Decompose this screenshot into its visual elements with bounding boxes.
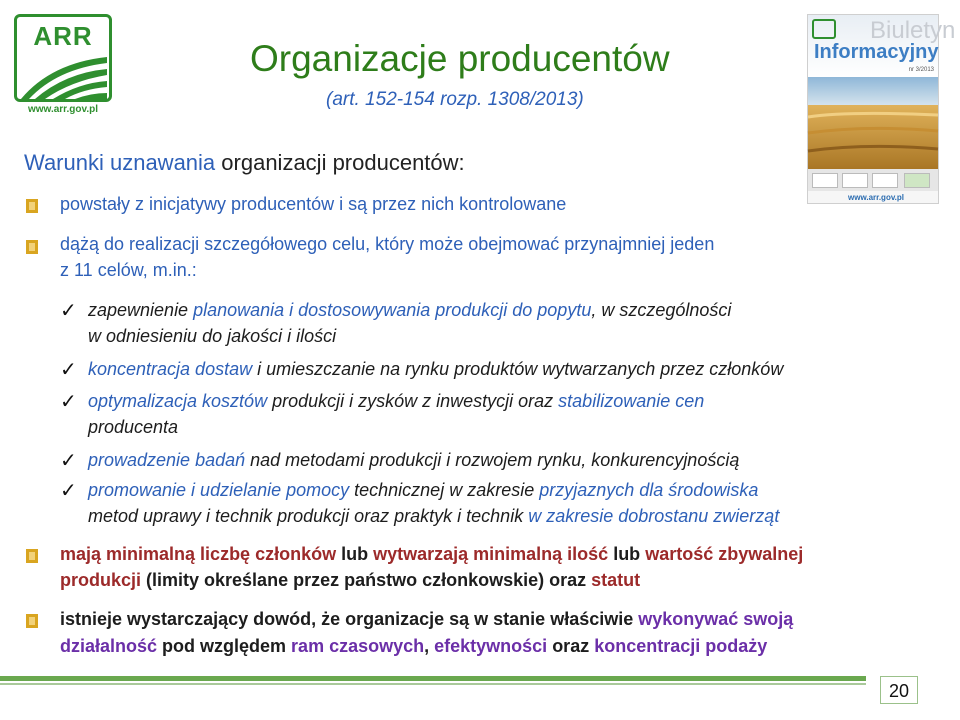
section-heading [24, 150, 465, 176]
bullet-square-icon [26, 199, 38, 213]
footer-rule [0, 676, 866, 681]
goal-5-line-1 [88, 480, 758, 501]
bulletin-header [808, 15, 956, 77]
highlight-text: ram czasowych [291, 636, 425, 656]
wheat-field-photo [808, 77, 938, 169]
heading-rest: organizacji producentów: [215, 150, 465, 175]
thumbnail [872, 173, 898, 188]
goal-4 [88, 450, 739, 471]
plain-text: istnieje wystarczający dowód, że organizacje są w stanie właściwie [60, 609, 639, 629]
highlight-text: działalność [60, 636, 158, 656]
highlight-text: wykonywać swoją [638, 609, 794, 629]
bullet-2-line-1: dążą do realizacji szczegółowego celu, który może obejmować przynajmniej jeden [60, 234, 715, 254]
goal-text: zapewnienie [88, 300, 194, 320]
fields-icon [21, 53, 107, 99]
highlight-text: koncentracji podaży [594, 636, 768, 656]
highlight-text: efektywności [434, 636, 548, 656]
plain-text: lub [336, 544, 374, 564]
goal-highlight: koncentracja dostaw [88, 359, 253, 379]
goal-text: technicznej w zakresie [349, 480, 540, 500]
highlight-text: wytwarzają minimalną ilość [373, 544, 609, 564]
plain-text: oraz [547, 636, 595, 656]
goal-3-line-1 [88, 391, 704, 412]
checkmark-icon: ✓ [60, 300, 77, 322]
arr-logo [14, 14, 112, 115]
bullet-1: powstały z inicjatywy producentów i są przez nich kontrolowane [60, 194, 567, 214]
bulletin-logo-icon [812, 19, 836, 39]
logo-frame [14, 14, 112, 102]
bulletin-url: www.arr.gov.pl [848, 193, 905, 202]
plain-text: , [424, 636, 435, 656]
goal-text: i umieszczanie na rynku produktów wytwarzanych przez członków [252, 359, 784, 379]
checkmark-icon: ✓ [60, 480, 77, 502]
bullet-4-line-1 [60, 609, 793, 630]
goal-highlight: w zakresie dobrostanu zwierząt [528, 506, 780, 526]
thumbnail [812, 173, 838, 188]
bulletin-thumbnails [808, 169, 938, 191]
bullet-square-icon [26, 614, 38, 628]
goal-highlight: promowanie i udzielanie pomocy [88, 480, 350, 500]
checkmark-icon: ✓ [60, 450, 77, 472]
bullet-3-line-1 [60, 544, 803, 565]
goal-1-line-2: w odniesieniu do jakości i ilości [88, 326, 337, 346]
goal-1-line-1 [88, 300, 731, 321]
page-title: Organizacje producentów [250, 38, 670, 79]
goal-highlight: prowadzenie badań [88, 450, 246, 470]
highlight-text: statut [591, 570, 641, 590]
goal-highlight: optymalizacja kosztów [88, 391, 268, 411]
goal-highlight: przyjaznych dla środowiska [539, 480, 759, 500]
goal-text: nad metodami produkcji i rozwojem rynku, konkurencyjnością [245, 450, 740, 470]
goal-highlight: planowania i dostosowywania produkcji do popytu [193, 300, 592, 320]
highlight-text: produkcji [60, 570, 142, 590]
checkmark-icon: ✓ [60, 359, 77, 381]
bullet-4-line-2 [60, 636, 767, 657]
highlight-text: mają minimalną liczbę członków [60, 544, 337, 564]
highlight-text: wartość zbywalnej [645, 544, 804, 564]
checkmark-icon: ✓ [60, 391, 77, 413]
goal-highlight: stabilizowanie cen [558, 391, 705, 411]
page-number: 20 [880, 676, 918, 704]
goal-text: metod uprawy i technik produkcji oraz praktyk i technik [88, 506, 529, 526]
bullet-3-line-2 [60, 570, 640, 591]
goal-5-line-2 [88, 506, 779, 527]
heading-highlight: Warunki uznawania [24, 150, 216, 175]
goal-3-line-2: producenta [88, 417, 179, 437]
thumbnail [904, 173, 930, 188]
plain-text: (limity określane przez państwo członkowskie) oraz [141, 570, 592, 590]
bulletin-title-main: Informacyjny [814, 41, 939, 63]
plain-text: lub [608, 544, 646, 564]
thumbnail [842, 173, 868, 188]
goal-text: produkcji i zysków z inwestycji oraz [267, 391, 559, 411]
goal-2 [88, 359, 783, 380]
plain-text: pod względem [157, 636, 292, 656]
bullet-2-line-2: z 11 celów, m.in.: [60, 260, 197, 280]
bullet-square-icon [26, 240, 38, 254]
logo-text: ARR [33, 21, 93, 51]
logo-url: www.arr.gov.pl [27, 104, 98, 115]
bullet-square-icon [26, 549, 38, 563]
goal-text: , w szczególności [591, 300, 732, 320]
bulletin-title-top: Biuletyn [870, 17, 956, 44]
page-subtitle: (art. 152-154 rozp. 1308/2013) [326, 89, 584, 110]
bulletin-issue: nr 3/2013 [908, 67, 934, 73]
footer-rule-thin [0, 683, 866, 685]
bulletin-cover-image [807, 14, 956, 204]
